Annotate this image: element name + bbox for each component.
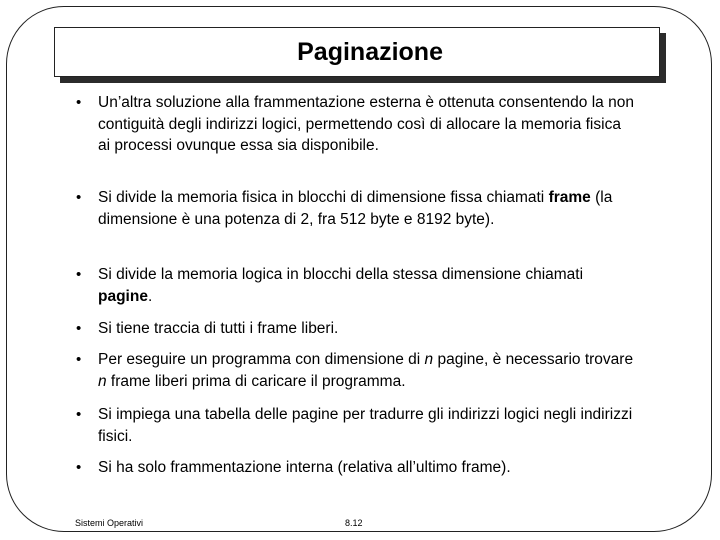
bullet-dot-icon: • [76, 351, 82, 368]
bullet-item [76, 318, 636, 340]
term-pagine: pagine [98, 287, 148, 305]
footer-course: Sistemi Operativi [75, 518, 144, 528]
bullet-text: Un’altra soluzione alla frammentazione esterna è ottenuta consentendo la non contiguità degli indirizzi logici, permettendo così di allocare la memoria fisica ai processi ovunque essa sia disponibile. [98, 94, 634, 154]
bullet-dot-icon: • [76, 320, 82, 337]
bullet-dot-icon: • [76, 94, 82, 111]
bullet-text: Si tiene traccia di tutti i frame liberi. [98, 320, 339, 337]
bullet-item [76, 187, 636, 230]
bullet-text: Per eseguire un programma con dimensione di n pagine, è necessario trovare n frame liberi prima di caricare il programma. [98, 351, 634, 390]
term-frame: frame [548, 189, 591, 206]
bullet-item [76, 264, 636, 307]
footer-page-number: 8.12 [345, 518, 363, 528]
bullet-text: Si divide la memoria logica in blocchi della stessa dimensione chiamati pagine. [98, 266, 584, 305]
bullet-text: Si ha solo frammentazione interna (relativa all’ultimo frame). [98, 459, 511, 476]
bullet-dot-icon: • [76, 189, 82, 206]
slide-title: Paginazione [297, 37, 443, 66]
title-box [54, 27, 660, 77]
bullet-item [76, 404, 636, 447]
bullet-item [76, 457, 636, 479]
bullet-dot-icon: • [76, 266, 82, 283]
bullet-text: Si impiega una tabella delle pagine per tradurre gli indirizzi logici negli indirizzi fisici. [98, 406, 633, 445]
var-n: n [424, 351, 434, 368]
bullet-item [76, 92, 636, 157]
bullet-dot-icon: • [76, 459, 82, 476]
bullet-item [76, 349, 636, 392]
bullet-dot-icon: • [76, 406, 82, 423]
bullet-text: Si divide la memoria fisica in blocchi di dimensione fissa chiamati frame (la dimensione è una potenza di 2, fra 512 byte e 8192 byte). [98, 189, 613, 228]
var-n: n [98, 372, 107, 390]
